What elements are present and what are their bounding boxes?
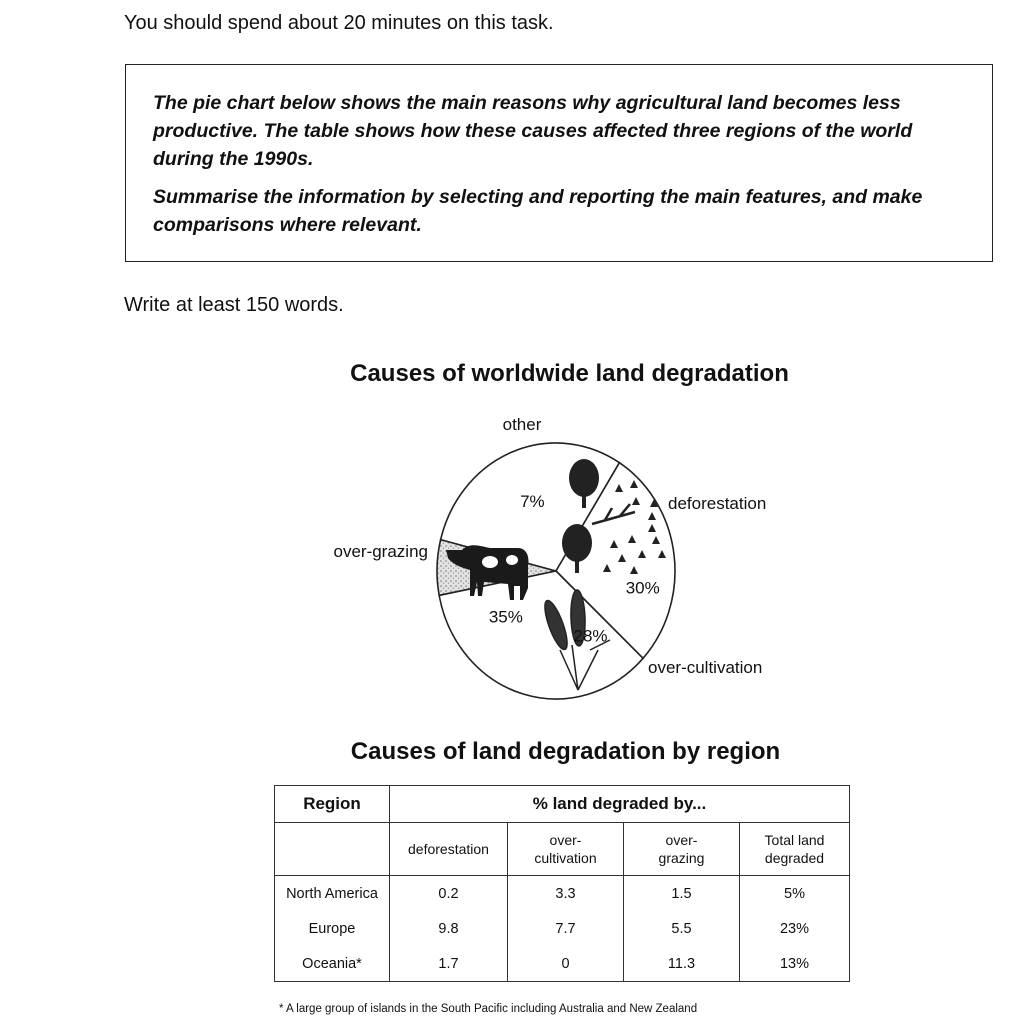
pie-category-label-over-grazing: over-grazing: [333, 542, 428, 561]
cell-total: 5%: [740, 876, 850, 912]
pie-category-label-other: other: [502, 415, 542, 434]
cell-region: North America: [275, 876, 390, 912]
subheader-over-grazing: [624, 823, 740, 876]
table-subheader-row: [275, 823, 850, 876]
cell-over-grazing: 1.5: [624, 876, 740, 912]
subheader-empty: [275, 823, 390, 876]
pie-category-label-deforestation: deforestation: [668, 494, 767, 513]
task-prompt-description: The pie chart below shows the main reasons why agricultural land becomes less productive. The table shows how these causes affected three regions of the world during the 1990s.: [153, 92, 913, 170]
table-title: Causes of land degradation by region: [350, 738, 781, 765]
subheader-total-line1: Total land: [764, 832, 825, 848]
region-data-table: [274, 785, 850, 982]
header-land-degraded: % land degraded by...: [390, 786, 850, 823]
subheader-total-land-degraded: [740, 823, 850, 876]
cell-over-cultivation: 3.3: [508, 876, 624, 912]
pie-chart-title: Causes of worldwide land degradation: [350, 360, 789, 387]
cell-total: 23%: [740, 911, 850, 946]
cell-deforestation: 1.7: [390, 946, 508, 982]
cell-over-grazing: 5.5: [624, 911, 740, 946]
table-row-north-america: [275, 876, 850, 912]
pie-value-label-over-grazing: 35%: [488, 607, 523, 627]
table-header-row: [275, 786, 850, 823]
word-count-instruction: Write at least 150 words.: [124, 294, 344, 316]
subheader-over-grazing-line2: grazing: [658, 850, 705, 866]
pie-value-label-over-cultivation: 28%: [573, 626, 608, 646]
subheader-deforestation-line1: deforestation: [408, 841, 489, 857]
cell-total: 13%: [740, 946, 850, 982]
subheader-total-line2: degraded: [764, 850, 825, 866]
cell-deforestation: 0.2: [390, 876, 508, 912]
cell-region: Europe: [275, 911, 390, 946]
task-prompt-instruction: Summarise the information by selecting and reporting the main features, and make comparisons where relevant.: [153, 186, 923, 236]
pie-category-label-over-cultivation: over-cultivation: [648, 658, 763, 677]
task-prompt-box: [125, 64, 993, 262]
table-footnote: * A large group of islands in the South Pacific including Australia and New Zealand: [279, 1003, 698, 1015]
pie-chart: [0, 400, 1015, 710]
subheader-deforestation: [390, 823, 508, 876]
subheader-over-cultivation: [508, 823, 624, 876]
header-region: Region: [275, 786, 390, 823]
table-row-europe: [275, 911, 850, 946]
pie-value-label-deforestation: 30%: [625, 578, 660, 598]
table-row-oceania: [275, 946, 850, 982]
subheader-over-cultivation-line1: over-: [549, 832, 582, 848]
cell-deforestation: 9.8: [390, 911, 508, 946]
cell-over-grazing: 11.3: [624, 946, 740, 982]
cell-over-cultivation: 7.7: [508, 911, 624, 946]
subheader-over-grazing-line1: over-: [665, 832, 698, 848]
pie-value-label-other: 7%: [520, 492, 545, 512]
subheader-over-cultivation-line2: cultivation: [534, 850, 597, 866]
cell-region: Oceania*: [275, 946, 390, 982]
cell-over-cultivation: 0: [508, 946, 624, 982]
task-instruction-time: You should spend about 20 minutes on this task.: [124, 12, 554, 34]
